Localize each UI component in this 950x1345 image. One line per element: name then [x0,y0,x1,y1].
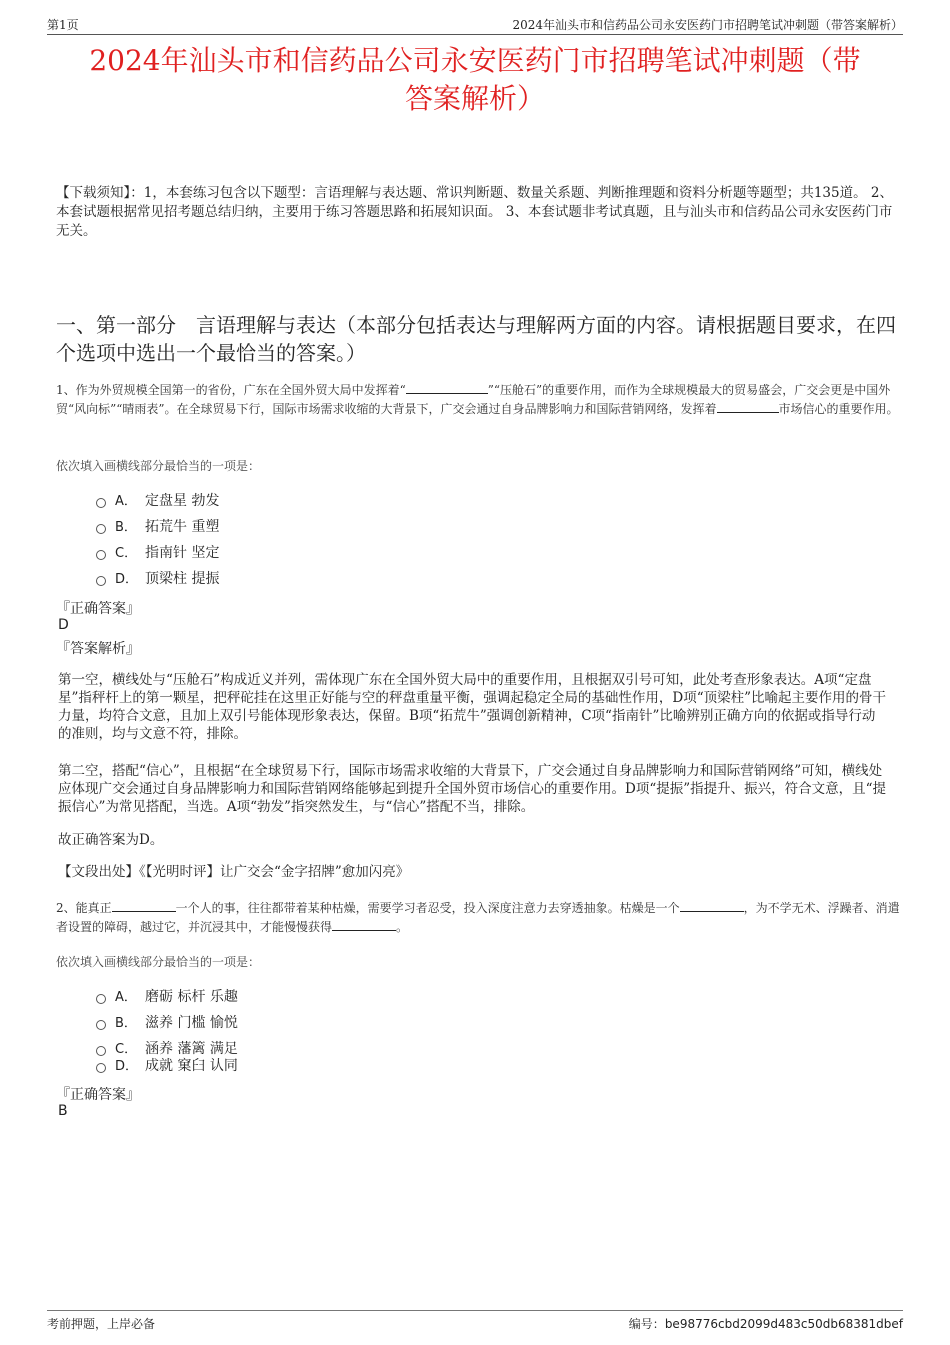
q2-option-a[interactable]: A． 磨砺 标杆 乐趣 [96,987,238,1007]
q2-blank-3 [332,918,396,931]
q1-option-a[interactable]: A． 定盘星 勃发 [96,491,219,511]
radio-icon[interactable] [96,524,106,534]
question-1-text [56,381,904,419]
q1-option-b[interactable]: B． 拓荒牛 重塑 [96,517,219,537]
q1-option-c[interactable]: C． 指南针 坚定 [96,543,219,563]
page-footer [47,1310,903,1331]
radio-icon[interactable] [96,576,106,586]
q1-answer-label: 『正确答案』 [56,601,140,617]
q2-option-b[interactable]: B． 滋养 门槛 愉悦 [96,1013,238,1033]
q1-text-b: ”“压舱石”的重要作用，而作为全球规模最大的贸易盛会，广交会更是中国外贸“风向标”“晴雨表”。在全球贸易下行，国际市场需求收缩的大背景下，广交会通过自身品牌影响力和国际营销网络，发挥着 [56,383,891,416]
q1-blank-2 [717,400,779,413]
page-title [40,42,910,118]
q1-source: 【文段出处】《【光明时评】让广交会“金字招牌”愈加闪亮》 [58,864,410,880]
q2-text-d: 。 [396,920,409,934]
q2-answer: B [58,1103,68,1119]
q2-option-c[interactable]: C． 涵养 藩篱 满足 [96,1039,238,1059]
q1-prompt: 依次填入画横线部分最恰当的一项是： [56,459,261,473]
question-2-text [56,899,904,937]
q1-analysis-label: 『答案解析』 [56,641,140,657]
radio-icon[interactable] [96,550,106,560]
title-line-2: 答案解析） [404,82,545,115]
page-header [47,14,903,35]
section-title: 一、第一部分 言语理解与表达（本部分包括表达与理解两方面的内容。请根据题目要求，在四个选项中选出一个最恰当的答案。） [56,313,896,365]
q1-answer: D [58,617,69,633]
radio-icon[interactable] [96,994,106,1004]
q2-blank-1 [112,899,176,912]
download-notice: 【下载须知】：1，本套练习包含以下题型：言语理解与表达题、常识判断题、数量关系题、判断推理题和资料分析题等题型；共135道。 2、本套试题根据常见招考题总结归纳，主要用于练习答题思路和拓展知识面。 3、本套试题非考试真题，且与汕头市和信药品公司永安医药门市无关。 [56,185,893,239]
page-number: 第1页 [47,18,79,32]
q1-analysis-p2: 第二空，搭配“信心”，且根据“在全球贸易下行，国际市场需求收缩的大背景下，广交会通过自身品牌影响力和国际营销网络”可知，横线处应体现广交会通过自身品牌影响力和国际营销网络能够起到提升全国外贸市场信心的重要作用。D项“提振”指提升、振兴，符合文意，且“提振信心”为常见搭配，当选。A项“勃发”指突然发生，与“信心”搭配不当，排除。 [58,763,887,815]
q2-option-d[interactable]: D． 成就 窠臼 认同 [96,1056,238,1076]
q2-answer-label: 『正确答案』 [56,1087,140,1103]
radio-icon[interactable] [96,1063,106,1073]
q2-blank-2 [680,899,744,912]
header-doc-title: 2024年汕头市和信药品公司永安医药门市招聘笔试冲刺题（带答案解析） [512,18,903,32]
radio-icon[interactable] [96,1020,106,1030]
footer-code: 编号：be98776cbd2099d483c50db68381dbef [628,1317,903,1331]
q1-blank-1 [406,381,488,394]
q1-analysis-p1: 第一空，横线处与“压舱石”构成近义并列，需体现广东在全国外贸大局中的重要作用，且根据双引号可知，此处考查形象表达。A项“定盘星”指秤杆上的第一颗星，把秤砣挂在这里正好能与空的秤盘重量平衡，强调起稳定全局的基础性作用，D项“顶梁柱”比喻起主要作用的骨干力量，均符合文意，且加上双引号能体现形象表达，保留。B项“拓荒牛”强调创新精神，C项“指南针”比喻辨别正确方向的依据或指导行动的准则，均与文意不符，排除。 [58,672,887,742]
title-line-1: 2024年汕头市和信药品公司永安医药门市招聘笔试冲刺题（带 [89,44,861,77]
radio-icon[interactable] [96,498,106,508]
q1-analysis-p3: 故正确答案为D。 [58,832,164,848]
radio-icon[interactable] [96,1046,106,1056]
q2-prompt: 依次填入画横线部分最恰当的一项是： [56,955,261,969]
q1-text-a: 1、作为外贸规模全国第一的省份，广东在全国外贸大局中发挥着“ [56,383,406,397]
q1-text-c: 市场信心的重要作用。 [778,402,899,416]
q2-text-b: 一个人的事，往往都带着某种枯燥，需要学习者忍受，投入深度注意力去穿透抽象。枯燥是一个 [175,901,680,915]
q2-text-a: 2、能真正 [56,901,112,915]
q1-option-d[interactable]: D． 顶梁柱 提振 [96,569,219,589]
q2-text-c: ，为不学无术、浮躁者、消遣者设置的障碍，越过它，并沉浸其中，才能慢慢获得 [56,901,900,934]
footer-slogan: 考前押题，上岸必备 [47,1317,156,1331]
